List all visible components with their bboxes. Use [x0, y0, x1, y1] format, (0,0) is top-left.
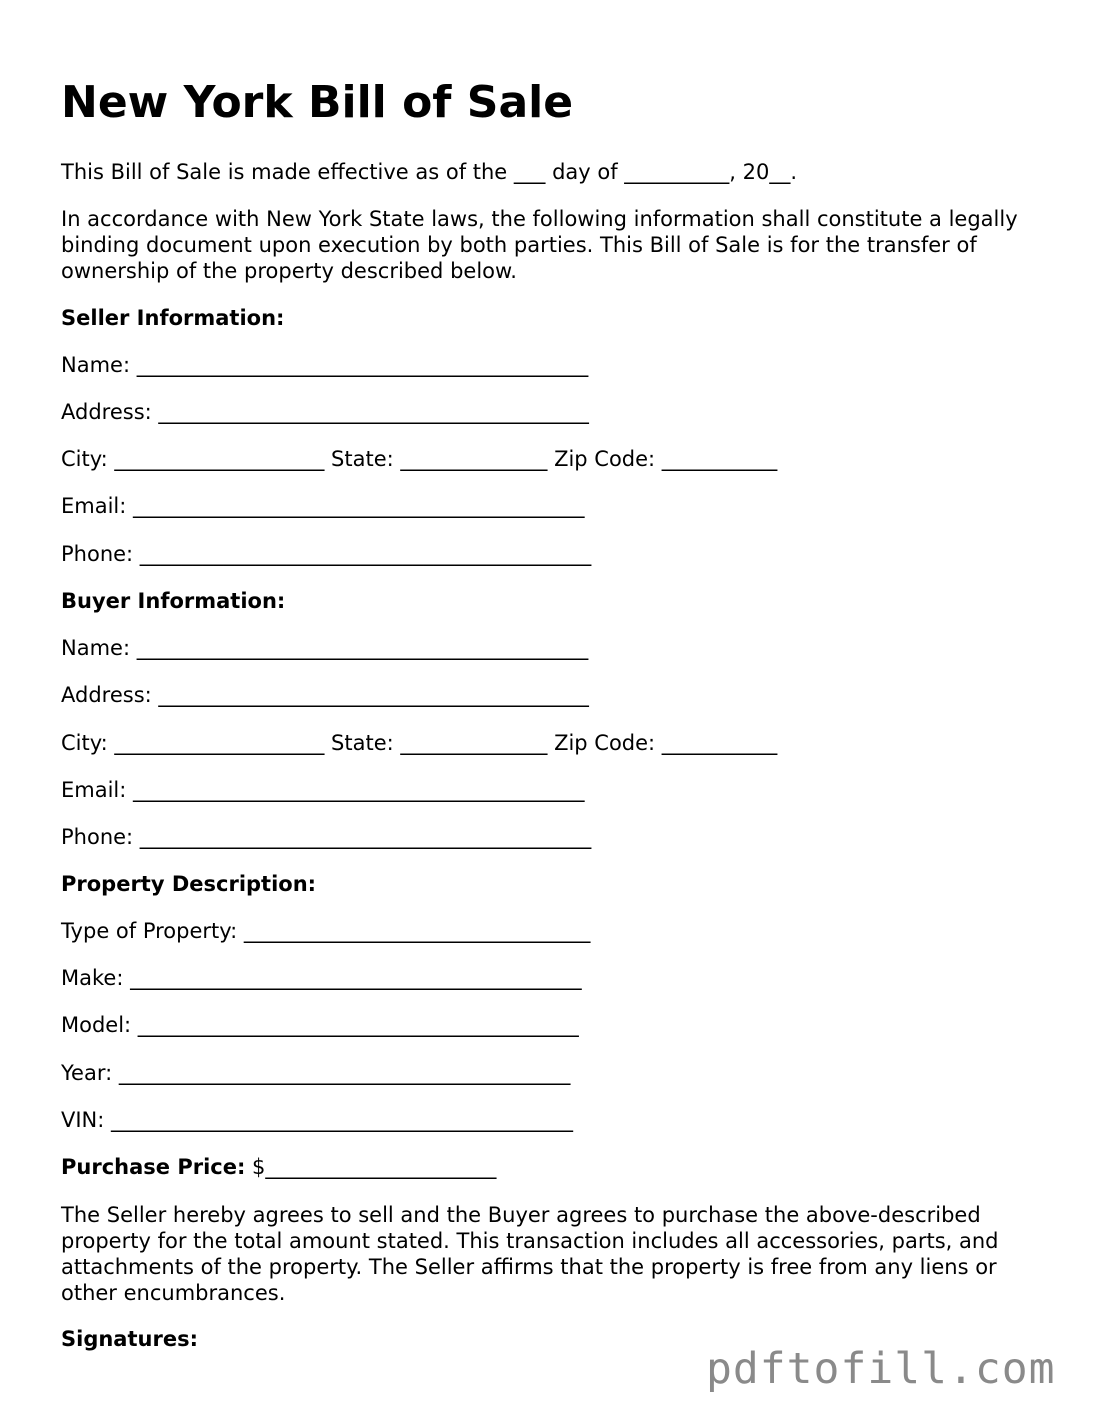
property-year-field: Year: ___________________________________________: [61, 1061, 571, 1085]
seller-heading: Seller Information:: [61, 306, 285, 330]
intro-paragraph: In accordance with New York State laws, the following information shall constitute a legally binding document upon execution by both parties. This Bill of Sale is for the transfer of ownership of the property described below.: [61, 207, 1018, 283]
seller-address-field: Address: _________________________________________: [61, 400, 589, 424]
seller-email-field: Email: ___________________________________________: [61, 494, 585, 518]
buyer-heading: Buyer Information:: [61, 589, 286, 613]
seller-name-field: Name: ___________________________________________: [61, 353, 589, 377]
property-model-field: Model: __________________________________________: [61, 1013, 579, 1037]
watermark-logo: pdftofill.com: [706, 1344, 1056, 1394]
purchase-price-field: [61, 1154, 496, 1180]
terms-paragraph: The Seller hereby agrees to sell and the Buyer agrees to purchase the above-described property for the total amount stated. This transaction includes all accessories, parts, and attachments of the property. The Seller affirms that the property is free from any liens or other encumbrances.: [61, 1203, 999, 1305]
buyer-address-field: Address: _________________________________________: [61, 683, 589, 707]
purchase-price-label: Purchase Price:: [61, 1155, 246, 1179]
effective-date-line: This Bill of Sale is made effective as of the ___ day of __________, 20__.: [61, 160, 798, 184]
seller-phone-field: Phone: ___________________________________________: [61, 542, 592, 566]
signatures-heading: Signatures:: [61, 1327, 198, 1351]
property-type-field: Type of Property: _________________________________: [61, 919, 591, 943]
property-make-field: Make: ___________________________________________: [61, 966, 582, 990]
document-title: New York Bill of Sale: [61, 77, 574, 128]
buyer-email-field: Email: ___________________________________________: [61, 778, 585, 802]
buyer-city-state-zip-field: City: ____________________ State: ______________ Zip Code: ___________: [61, 731, 778, 755]
purchase-price-blank: $______________________: [245, 1155, 497, 1179]
property-vin-field: VIN: ____________________________________________: [61, 1108, 574, 1132]
property-heading: Property Description:: [61, 872, 317, 896]
seller-city-state-zip-field: City: ____________________ State: ______________ Zip Code: ___________: [61, 447, 778, 471]
buyer-phone-field: Phone: ___________________________________________: [61, 825, 592, 849]
buyer-name-field: Name: ___________________________________________: [61, 636, 589, 660]
